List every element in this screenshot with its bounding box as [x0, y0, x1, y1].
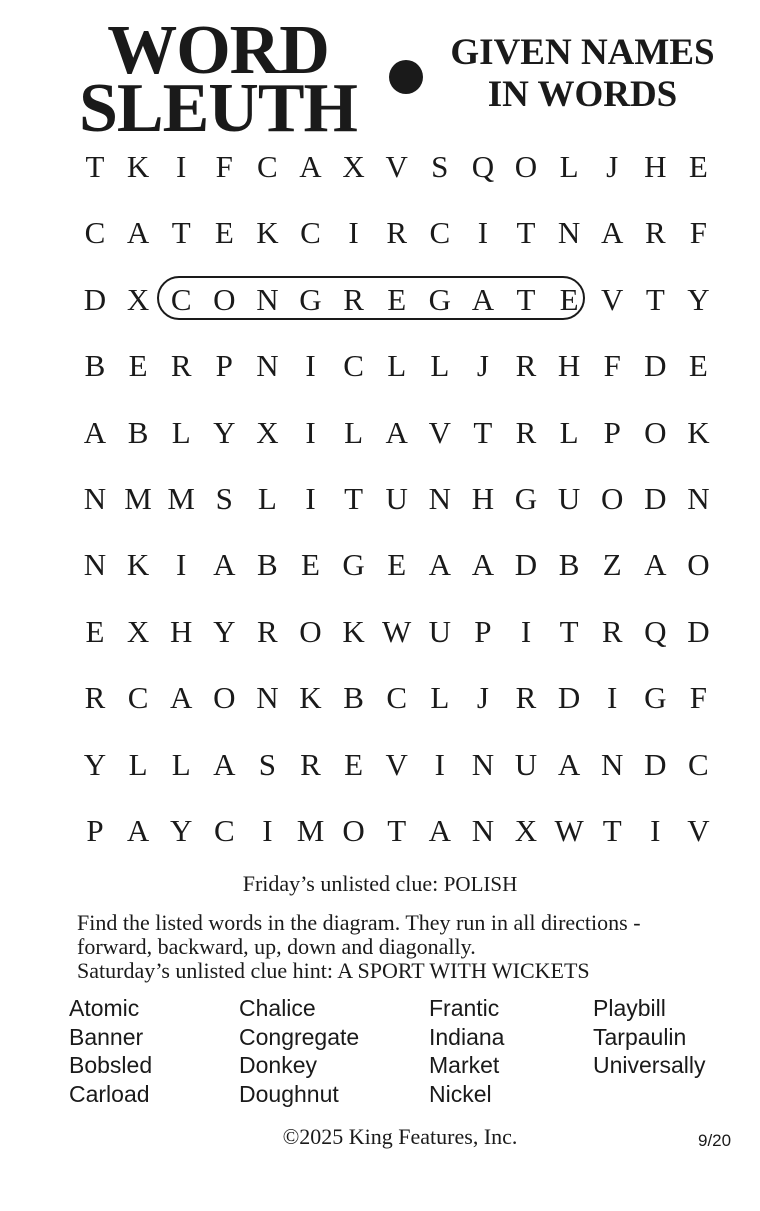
grid-letter: E	[688, 149, 708, 184]
grid-letter: V	[428, 414, 451, 450]
grid-letter: K	[256, 215, 279, 251]
grid-letter: J	[476, 348, 489, 384]
grid-letter: Q	[471, 149, 495, 184]
theme-title-line2: IN WORDS	[487, 74, 678, 115]
grid-letter: L	[171, 746, 191, 782]
grid-letter: I	[477, 215, 489, 251]
grid-letter: R	[257, 613, 278, 649]
grid-letter: O	[299, 613, 322, 649]
copyright: ©2025 King Features, Inc.	[282, 1124, 518, 1149]
grid-letter: A	[385, 414, 408, 450]
grid-letter: F	[689, 215, 708, 251]
grid-letter: I	[305, 414, 316, 450]
grid-letter: R	[644, 215, 666, 251]
grid-letter: T	[85, 149, 105, 184]
grid-letter: E	[128, 348, 148, 384]
grid-letter: H	[644, 149, 667, 184]
grid-letter: Q	[644, 613, 667, 649]
grid-letter: I	[305, 348, 316, 384]
grid-letter: C	[213, 813, 235, 848]
grid-letter: R	[601, 613, 623, 649]
grid-letter: E	[344, 746, 364, 782]
grid-letter: I	[348, 215, 359, 251]
grid-letter: A	[299, 149, 322, 184]
grid-letter: K	[687, 414, 710, 450]
grid-letter: O	[213, 281, 236, 317]
title-sleuth: SLEUTH	[79, 70, 357, 147]
grid-letter: V	[385, 149, 408, 184]
grid-letter: C	[84, 215, 106, 251]
title-word: WORD	[107, 12, 329, 89]
grid-letter: L	[171, 414, 191, 450]
grid-letter: X	[126, 281, 150, 317]
grid-letter: I	[607, 680, 618, 716]
grid-letter: F	[215, 149, 233, 184]
grid-letter: P	[474, 613, 492, 649]
grid-letter: P	[603, 414, 621, 450]
grid-letter: X	[126, 613, 150, 649]
grid-letter: K	[126, 547, 150, 583]
grid-letter: R	[515, 680, 537, 716]
grid-letter: R	[170, 348, 192, 384]
grid-letter: X	[342, 149, 365, 184]
grid-letter: N	[471, 746, 495, 782]
grid-letter: G	[644, 680, 667, 716]
grid-letter: M	[167, 481, 195, 516]
grid-letter: A	[644, 547, 667, 583]
grid-letter: I	[520, 613, 532, 649]
word-list-item: Tarpaulin	[593, 1023, 687, 1050]
grid-letter: R	[515, 414, 537, 450]
grid-letter: Y	[213, 613, 236, 649]
grid-letter: S	[215, 481, 233, 516]
grid-letter: K	[299, 680, 322, 716]
word-list-item: Universally	[593, 1052, 706, 1078]
grid-letter: L	[344, 414, 364, 450]
grid-letter: N	[687, 481, 710, 516]
word-list-item: Carload	[69, 1080, 150, 1107]
instructions-line1: Find the listed words in the diagram. They run in all directions -	[77, 910, 641, 935]
grid-letter: R	[515, 348, 537, 384]
grid-letter: S	[258, 746, 277, 782]
grid-letter: G	[514, 481, 538, 516]
grid-letter: V	[687, 813, 710, 848]
grid-letter: E	[559, 281, 579, 317]
grid-letter: T	[645, 281, 665, 317]
grid-letter: T	[171, 215, 191, 251]
grid-letter: D	[644, 746, 667, 782]
grid-letter: A	[126, 813, 150, 848]
grid-letter: C	[300, 215, 321, 251]
grid-letter: L	[128, 746, 148, 782]
grid-letter: Z	[602, 547, 622, 583]
grid-letter: P	[86, 813, 104, 848]
grid-letter: A	[428, 547, 451, 583]
grid-letter: E	[214, 215, 234, 251]
grid-letter: H	[557, 348, 581, 384]
grid-letter: I	[176, 149, 187, 184]
grid-letter: W	[382, 613, 412, 649]
grid-letter: L	[257, 481, 277, 516]
grid-letter: H	[471, 481, 495, 516]
grid-letter: I	[305, 481, 316, 516]
grid-letter: A	[169, 680, 193, 716]
word-list-item: Bobsled	[69, 1052, 153, 1078]
grid-letter: U	[385, 481, 408, 516]
grid-letter: O	[514, 149, 538, 184]
grid-letter: C	[257, 149, 278, 184]
grid-letter: A	[600, 215, 624, 251]
word-list-item: Donkey	[239, 1052, 317, 1078]
grid-letter: U	[557, 481, 581, 516]
grid-letter: F	[689, 680, 708, 716]
grid-letter: L	[430, 680, 450, 716]
grid-letter: R	[84, 680, 106, 716]
grid-letter: Y	[687, 281, 710, 317]
grid-letter: U	[428, 613, 451, 649]
grid-letter: G	[428, 281, 451, 317]
grid-letter: E	[301, 547, 320, 583]
puzzle-date: 9/20	[698, 1131, 732, 1150]
friday-clue-answer: POLISH	[443, 872, 518, 896]
grid-letter: N	[83, 547, 107, 583]
grid-letter: G	[342, 547, 365, 583]
grid-letter: I	[176, 547, 187, 583]
grid-letter: V	[385, 746, 408, 782]
grid-letter: C	[386, 680, 408, 716]
grid-letter: L	[559, 149, 579, 184]
grid-letter: X	[256, 414, 279, 450]
grid-letter: N	[428, 481, 451, 516]
grid-letter: O	[687, 547, 710, 583]
grid-letter: W	[554, 813, 584, 848]
theme-title-line1: GIVEN NAMES	[450, 32, 715, 73]
grid-letter: Y	[213, 414, 236, 450]
grid-letter: O	[600, 481, 624, 516]
word-list-item: Chalice	[239, 995, 316, 1021]
grid-letter: N	[600, 746, 624, 782]
grid-letter: T	[559, 613, 579, 649]
grid-letter: N	[256, 680, 279, 716]
grid-letter: I	[650, 813, 661, 848]
grid-letter: B	[257, 547, 278, 583]
grid-letter: U	[514, 746, 538, 782]
grid-letter: G	[299, 281, 322, 317]
grid-letter: O	[644, 414, 667, 450]
grid-letter: V	[600, 281, 624, 317]
grid-letter: R	[300, 746, 321, 782]
grid-letter: R	[343, 281, 364, 317]
grid-letter: K	[342, 613, 365, 649]
grid-letter: T	[602, 813, 622, 848]
grid-letter: I	[262, 813, 273, 848]
grid-letter: B	[343, 680, 364, 716]
grid-letter: C	[343, 348, 364, 384]
grid-letter: B	[558, 547, 580, 583]
word-list-item: Nickel	[429, 1080, 492, 1107]
saturday-hint: Saturday’s unlisted clue hint: A SPORT WITH WICKETS	[77, 958, 590, 983]
grid-letter: P	[215, 348, 233, 384]
grid-letter: M	[124, 481, 152, 516]
grid-letter: T	[516, 281, 536, 317]
grid-letter: J	[606, 149, 619, 184]
grid-letter: D	[514, 547, 538, 583]
grid-letter: L	[559, 414, 579, 450]
grid-letter: N	[256, 348, 279, 384]
grid-letter: E	[387, 547, 407, 583]
grid-letter: M	[296, 813, 325, 848]
word-list-item: Doughnut	[239, 1080, 339, 1107]
word-list-item: Frantic	[429, 995, 500, 1021]
grid-letter: L	[387, 348, 407, 384]
grid-letter: D	[557, 680, 581, 716]
grid-letter: A	[428, 813, 451, 848]
grid-letter: Y	[83, 746, 107, 782]
grid-letter: E	[387, 281, 407, 317]
grid-letter: N	[83, 481, 107, 516]
grid-letter: D	[644, 481, 667, 516]
grid-letter: A	[471, 281, 495, 317]
grid-letter: N	[256, 281, 279, 317]
word-list-item: Playbill	[593, 995, 666, 1021]
instructions-line2: forward, backward, up, down and diagonally.	[77, 934, 476, 959]
grid-letter: T	[516, 215, 536, 251]
grid-letter: A	[126, 215, 150, 251]
grid-letter: A	[557, 746, 581, 782]
grid-letter: O	[342, 813, 365, 848]
grid-letter: I	[434, 746, 445, 782]
grid-letter: K	[126, 149, 150, 184]
grid-letter: F	[603, 348, 621, 384]
grid-letter: A	[213, 547, 236, 583]
grid-letter: S	[431, 149, 449, 184]
grid-letter: C	[429, 215, 451, 251]
grid-letter: N	[471, 813, 495, 848]
grid-letter: T	[344, 481, 364, 516]
friday-clue-label: Friday’s unlisted clue:	[242, 871, 439, 896]
grid-letter: E	[85, 613, 105, 649]
word-list-item: Market	[429, 1052, 500, 1078]
grid-letter: J	[476, 680, 489, 716]
grid-letter: E	[688, 348, 708, 384]
grid-letter: D	[687, 613, 710, 649]
grid-letter: T	[473, 414, 493, 450]
grid-letter: B	[127, 414, 149, 450]
word-list-item: Indiana	[429, 1023, 505, 1050]
grid-letter: C	[127, 680, 149, 716]
grid-letter: T	[387, 813, 407, 848]
word-list-item: Atomic	[69, 995, 140, 1021]
grid-letter: L	[430, 348, 450, 384]
grid-letter: A	[83, 414, 107, 450]
grid-letter: C	[170, 281, 192, 317]
grid-letter: A	[213, 746, 236, 782]
grid-letter: C	[688, 746, 709, 782]
grid-letter: B	[84, 348, 106, 384]
grid-letter: R	[386, 215, 408, 251]
grid-letter: X	[514, 813, 538, 848]
grid-letter: Y	[169, 813, 193, 848]
grid-letter: H	[169, 613, 193, 649]
grid-letter: A	[471, 547, 495, 583]
word-list-item: Banner	[69, 1023, 144, 1050]
grid-letter: O	[213, 680, 236, 716]
word-list-item: Congregate	[239, 1023, 360, 1050]
grid-letter: N	[557, 215, 581, 251]
grid-letter: D	[83, 281, 107, 317]
grid-letter: D	[644, 348, 667, 384]
